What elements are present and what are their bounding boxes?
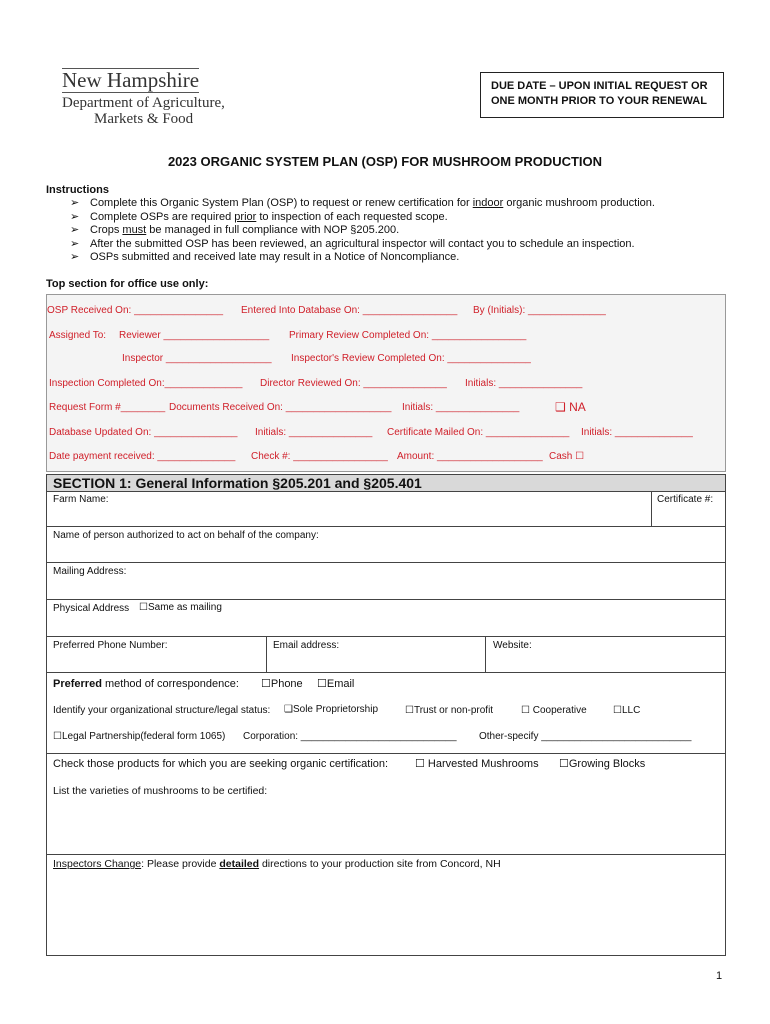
reviewer-field[interactable]: Reviewer ___________________ bbox=[119, 330, 270, 341]
phone-option-checkbox[interactable]: ☐Phone bbox=[261, 678, 303, 690]
certificate-mailed-field[interactable]: Certificate Mailed On: _______________ bbox=[387, 427, 570, 438]
logo-line-3: Markets & Food bbox=[94, 111, 194, 127]
arrow-icon: ➢ bbox=[70, 197, 80, 209]
director-reviewed-field[interactable]: Director Reviewed On: _______________ bbox=[260, 378, 447, 389]
office-use-heading: Top section for office use only: bbox=[46, 278, 209, 290]
varieties-field[interactable]: List the varieties of mushrooms to be certified: bbox=[53, 785, 268, 797]
physical-address-field[interactable]: Physical Address bbox=[53, 603, 130, 614]
divider bbox=[485, 636, 486, 672]
arrow-icon: ➢ bbox=[70, 224, 80, 236]
divider bbox=[47, 562, 725, 563]
certificate-number-field[interactable]: Certificate #: bbox=[657, 494, 714, 505]
inspector-field[interactable]: Inspector ___________________ bbox=[122, 353, 272, 364]
due-line-1: DUE DATE – UPON INITIAL REQUEST OR bbox=[491, 80, 708, 92]
trust-nonprofit-checkbox[interactable]: ☐Trust or non-profit bbox=[405, 705, 494, 716]
authorized-person-field[interactable]: Name of person authorized to act on behalf of the company: bbox=[53, 530, 319, 541]
cash-checkbox[interactable]: Cash ☐ bbox=[549, 451, 585, 462]
divider bbox=[47, 753, 725, 754]
harvested-mushrooms-checkbox[interactable]: ☐ Harvested Mushrooms bbox=[415, 758, 539, 770]
na-checkbox[interactable]: ❑ NA bbox=[555, 400, 586, 414]
list-item: ➢ Complete OSPs are required prior to inspection of each requested scope. bbox=[70, 210, 448, 223]
directions-field[interactable]: Inspectors Change: Please provide detailed directions to your production site from Concord, NH bbox=[53, 858, 501, 870]
farm-name-field[interactable]: Farm Name: bbox=[53, 494, 109, 505]
divider bbox=[47, 526, 725, 527]
legal-partnership-checkbox[interactable]: ☐Legal Partnership(federal form 1065) bbox=[53, 731, 226, 742]
instructions-heading: Instructions bbox=[46, 184, 109, 196]
instructions-list bbox=[70, 197, 655, 265]
section-1-heading: SECTION 1: General Information §205.201 and §205.401 bbox=[46, 474, 726, 492]
divider bbox=[47, 854, 725, 855]
by-initials-field[interactable]: By (Initials): ______________ bbox=[473, 305, 606, 316]
arrow-icon: ➢ bbox=[70, 251, 80, 263]
divider bbox=[266, 636, 267, 672]
due-date-box bbox=[480, 72, 724, 118]
nh-agriculture-logo bbox=[62, 68, 232, 127]
phone-field[interactable]: Preferred Phone Number: bbox=[53, 640, 168, 651]
general-info-table bbox=[46, 491, 726, 956]
list-item: ➢ Complete this Organic System Plan (OSP) to request or renew certification for indoor organic mushroom production. bbox=[70, 197, 655, 209]
page-title: 2023 ORGANIC SYSTEM PLAN (OSP) FOR MUSHROOM PRODUCTION bbox=[167, 154, 603, 169]
initials-field[interactable]: Initials: _______________ bbox=[402, 402, 520, 413]
office-use-section bbox=[46, 294, 726, 472]
due-line-2: ONE MONTH PRIOR TO YOUR RENEWAL bbox=[491, 95, 707, 107]
email-field[interactable]: Email address: bbox=[273, 640, 340, 651]
database-updated-field[interactable]: Database Updated On: _______________ bbox=[49, 427, 238, 438]
assigned-to-label: Assigned To: bbox=[49, 330, 107, 341]
list-item: ➢ After the submitted OSP has been reviewed, an agricultural inspector will contact you to schedule an inspection. bbox=[70, 237, 635, 250]
inspector-review-field[interactable]: Inspector's Review Completed On: _______________ bbox=[291, 353, 531, 364]
divider bbox=[651, 492, 652, 526]
website-field[interactable]: Website: bbox=[493, 640, 532, 651]
arrow-icon: ➢ bbox=[70, 237, 80, 250]
page-number: 1 bbox=[716, 970, 723, 982]
mailing-address-field[interactable]: Mailing Address: bbox=[53, 566, 127, 577]
initials-field[interactable]: Initials: _______________ bbox=[465, 378, 583, 389]
same-as-mailing-checkbox[interactable]: ☐Same as mailing bbox=[139, 602, 222, 613]
corporation-field[interactable]: Corporation: ____________________________ bbox=[243, 731, 457, 742]
llc-checkbox[interactable]: ☐LLC bbox=[613, 705, 641, 716]
list-item: ➢ OSPs submitted and received late may result in a Notice of Noncompliance. bbox=[70, 251, 460, 263]
growing-blocks-checkbox[interactable]: ☐Growing Blocks bbox=[559, 758, 646, 770]
primary-review-field[interactable]: Primary Review Completed On: _________________ bbox=[289, 330, 527, 341]
org-structure-label: Identify your organizational structure/legal status: bbox=[53, 705, 271, 716]
entered-db-field[interactable]: Entered Into Database On: _________________ bbox=[241, 305, 458, 316]
correspondence-label: Preferred method of correspondence: bbox=[53, 678, 239, 690]
initials-field[interactable]: Initials: _______________ bbox=[255, 427, 373, 438]
arrow-icon: ➢ bbox=[70, 210, 80, 223]
cooperative-checkbox[interactable]: ☐ Cooperative bbox=[521, 705, 587, 716]
divider bbox=[47, 599, 725, 600]
date-payment-field[interactable]: Date payment received: ______________ bbox=[49, 451, 236, 462]
divider bbox=[47, 672, 725, 673]
other-specify-field[interactable]: Other-specify ___________________________ bbox=[479, 731, 692, 742]
list-item: ➢ Crops must be managed in full compliance with NOP §205.200. bbox=[70, 224, 400, 236]
products-label: Check those products for which you are seeking organic certification: bbox=[53, 758, 389, 770]
request-form-field[interactable]: Request Form #________ bbox=[49, 402, 166, 413]
documents-received-field[interactable]: Documents Received On: ___________________ bbox=[169, 402, 392, 413]
inspection-completed-field[interactable]: Inspection Completed On:______________ bbox=[49, 378, 243, 389]
logo-line-1: New Hampshire bbox=[62, 68, 200, 92]
divider bbox=[47, 636, 725, 637]
osp-received-field[interactable]: OSP Received On: ________________ bbox=[47, 305, 224, 316]
amount-field[interactable]: Amount: ___________________ bbox=[397, 451, 543, 462]
sole-proprietorship-checkbox[interactable]: ❑Sole Proprietorship bbox=[284, 704, 379, 715]
initials-field[interactable]: Initials: ______________ bbox=[581, 427, 693, 438]
logo-line-2: Department of Agriculture, bbox=[62, 95, 225, 111]
check-number-field[interactable]: Check #: _________________ bbox=[251, 451, 388, 462]
email-option-checkbox[interactable]: ☐Email bbox=[317, 678, 355, 690]
